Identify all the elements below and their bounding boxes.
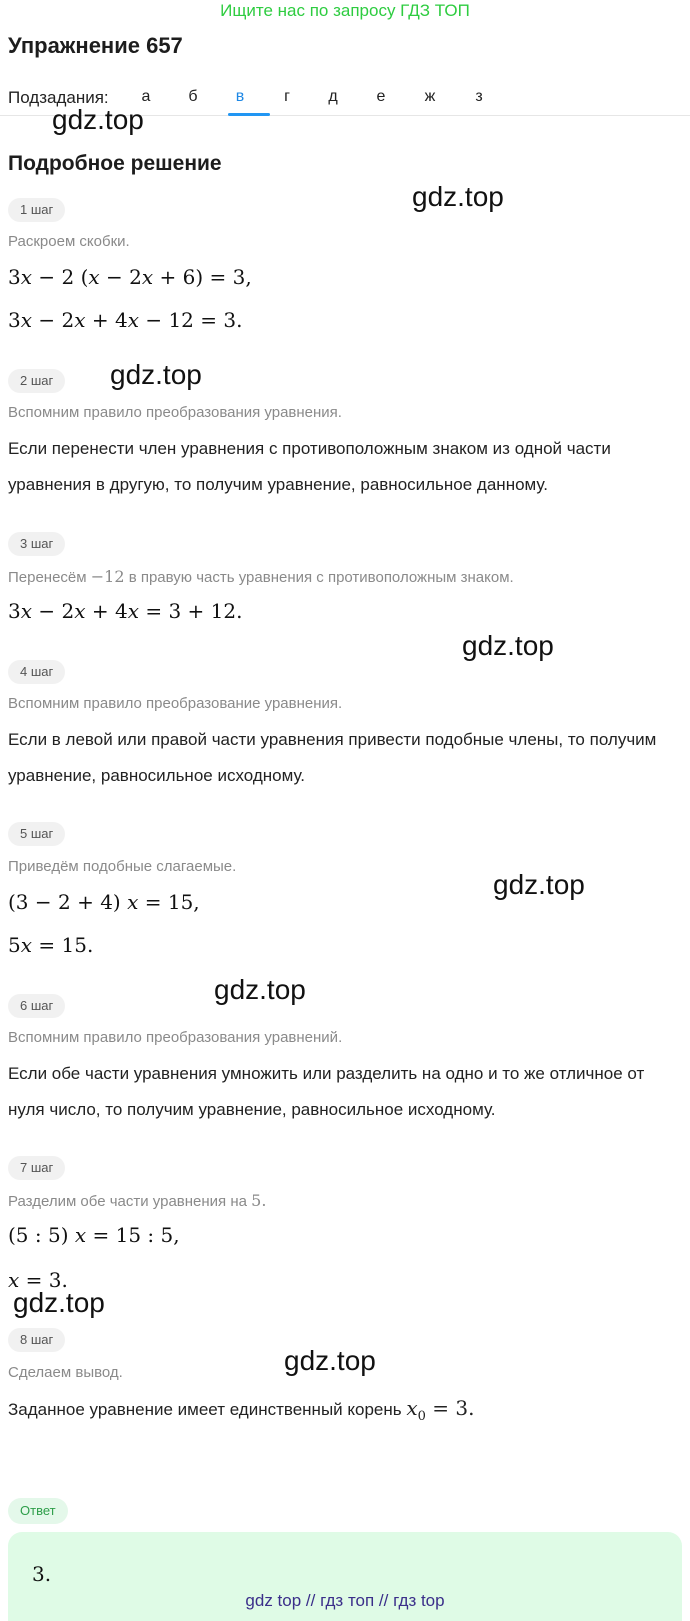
tab-g[interactable]: г [284,88,290,105]
watermark: gdz.top [284,1345,376,1376]
step-note: Вспомним правило преобразования уравнений. [8,1029,343,1046]
step-badge: 1 шаг [8,198,65,222]
promo-banner[interactable]: Ищите нас по запросу ГДЗ ТОП [220,1,470,20]
equation: (3 − 2 + 4) x = 15, [8,890,200,914]
tab-v[interactable]: в [235,88,245,105]
step-note: Перенесём −12 в правую часть уравнения с противоположным знаком. [8,567,514,586]
equation: 3x − 2x + 4x − 12 = 3. [8,308,243,332]
tab-z[interactable]: з [475,88,483,105]
equation: (5 : 5) x = 15 : 5, [8,1223,180,1247]
step-badge: 4 шаг [8,660,65,684]
answer-badge: Ответ [8,1498,68,1524]
tab-e[interactable]: е [376,88,386,105]
step-badge: 3 шаг [8,532,65,556]
step-badge: 8 шаг [8,1328,65,1352]
step-badge: 7 шаг [8,1156,65,1180]
footer-watermark: gdz top // гдз топ // гдз top [245,1591,445,1610]
conclusion-text: Заданное уравнение имеет единственный корень $x_0 = 3$. [8,1396,475,1424]
watermark: gdz.top [110,359,202,390]
equation: 3x − 2 (x − 2x + 6) = 3, [8,265,252,289]
watermark: gdz.top [52,104,144,135]
rule-text: Если перенести член уравнения с противоположным знаком из одной части уравнения в другую, то получим уравнение, равносильное данному. [8,439,611,494]
step-note: Вспомним правило преобразования уравнения. [8,404,342,421]
watermark: gdz.top [214,974,306,1005]
tab-d[interactable]: д [328,88,338,105]
watermark: gdz.top [412,181,504,212]
step-note: Вспомним правило преобразование уравнения. [8,695,343,712]
step-note: Сделаем вывод. [8,1364,123,1381]
active-tab-indicator [228,113,270,116]
step-note: Раскроем скобки. [8,233,130,250]
tab-b[interactable]: б [188,88,198,105]
subtasks-label: Подзадания: [8,88,109,107]
equation: 3x − 2x + 4x = 3 + 12. [8,599,243,623]
watermark: gdz.top [493,869,585,900]
step-badge: 5 шаг [8,822,65,846]
equation: x = 3. [8,1268,68,1292]
section-title: Подробное решение [8,152,222,175]
rule-text: Если обе части уравнения умножить или разделить на одно и то же отличное от нуля число, то получим уравнение, равносильное исходному. [8,1064,645,1119]
watermark: gdz.top [462,630,554,661]
step-badge: 2 шаг [8,369,65,393]
answer-value: 3. [32,1562,52,1586]
page-title: Упражнение 657 [8,33,183,58]
step-badge: 6 шаг [8,994,65,1018]
watermark: gdz.top [13,1287,105,1318]
step-note: Приведём подобные слагаемые. [8,858,237,875]
step-note: Разделим обе части уравнения на 5. [8,1191,267,1210]
rule-text: Если в левой или правой части уравнения привести подобные члены, то получим уравнение, равносильное исходному. [8,730,657,785]
tab-a[interactable]: а [141,88,151,105]
equation: 5x = 15. [8,933,94,957]
tab-zh[interactable]: ж [424,88,436,105]
